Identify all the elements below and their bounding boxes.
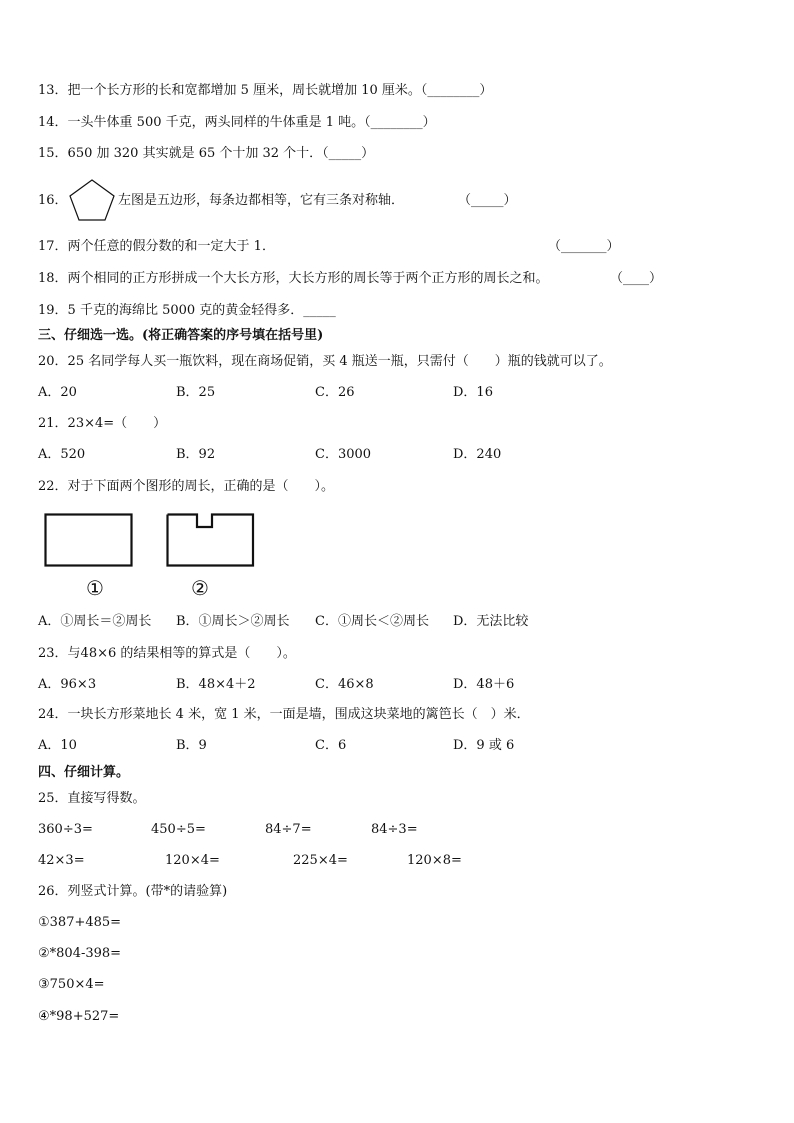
question-23: 23．与48×6 的结果相等的算式是（ ）。 <box>38 646 296 661</box>
q23-option-c: C．46×8 <box>315 677 374 692</box>
q22-option-d: D．无法比较 <box>453 614 529 629</box>
pentagon-figure <box>67 178 117 222</box>
q26-item-4: ④*98+527= <box>38 1009 120 1024</box>
question-19: 19．5 千克的海绵比 5000 克的黄金轻得多．_____ <box>38 303 336 318</box>
question-18-text: 18．两个相同的正方形拼成一个大长方形，大长方形的周长等于两个正方形的周长之和。 <box>38 271 549 286</box>
q24-option-c: C．6 <box>315 738 347 753</box>
question-25: 25．直接写得数。 <box>38 791 146 806</box>
question-16-text: 左图是五边形，每条边都相等，它有三条对称轴． <box>118 193 405 208</box>
q22-option-b: B．①周长＞②周长 <box>176 614 290 629</box>
question-26: 26．列竖式计算。(带*的请验算) <box>38 884 228 899</box>
q25-r1-c4: 84÷3= <box>371 822 418 837</box>
question-17-blank: （_______） <box>548 239 620 254</box>
q21-option-c: C．3000 <box>315 447 372 462</box>
question-21: 21．23×4=（ ） <box>38 416 167 431</box>
q21-option-d: D．240 <box>453 447 502 462</box>
question-16-number: 16． <box>38 193 68 208</box>
q20-option-b: B．25 <box>176 385 216 400</box>
figure-2-label: ② <box>191 576 209 600</box>
q25-r2-c4: 120×8= <box>407 853 462 868</box>
question-24: 24．一块长方形菜地长 4 米，宽 1 米，一面是墙，围成这块菜地的篱笆长（ ）米． <box>38 707 530 722</box>
figure-1-label: ① <box>86 576 104 600</box>
q25-r1-c3: 84÷7= <box>265 822 312 837</box>
q22-option-c: C．①周长＜②周长 <box>315 614 429 629</box>
q26-item-3: ③750×4= <box>38 977 105 992</box>
q25-r2-c1: 42×3= <box>38 853 85 868</box>
q23-option-d: D．48＋6 <box>453 677 515 692</box>
q21-option-a: A．520 <box>38 447 86 462</box>
question-16-blank: （_____） <box>458 193 517 208</box>
q25-r2-c3: 225×4= <box>293 853 348 868</box>
q24-option-a: A．10 <box>38 738 77 753</box>
figure-1-rectangle <box>44 513 134 569</box>
question-13: 13．把一个长方形的长和宽都增加 5 厘米，周长就增加 10 厘米。（________） <box>38 83 493 98</box>
q23-option-a: A．96×3 <box>38 677 97 692</box>
q20-option-a: A．20 <box>38 385 77 400</box>
question-15: 15．650 加 320 其实就是 65 个十加 32 个十．（_____） <box>38 146 375 161</box>
question-22: 22．对于下面两个图形的周长，正确的是（ ）。 <box>38 479 335 494</box>
q23-option-b: B．48×4＋2 <box>176 677 256 692</box>
q24-option-b: B．9 <box>176 738 207 753</box>
question-17-text: 17．两个任意的假分数的和一定大于 1． <box>38 239 275 254</box>
q25-r1-c2: 450÷5= <box>151 822 206 837</box>
section-3-heading: 三、仔细选一选。(将正确答案的序号填在括号里) <box>38 328 324 343</box>
question-20: 20．25 名同学每人买一瓶饮料，现在商场促销，买 4 瓶送一瓶，只需付（ ）瓶的钱就可以了。 <box>38 354 612 369</box>
q25-r2-c2: 120×4= <box>165 853 220 868</box>
question-18-blank: （____） <box>610 271 663 286</box>
q20-option-c: C．26 <box>315 385 355 400</box>
figure-2-notched-rectangle <box>166 513 258 569</box>
q21-option-b: B．92 <box>176 447 216 462</box>
q24-option-d: D．9 或 6 <box>453 738 515 753</box>
section-4-heading: 四、仔细计算。 <box>38 765 130 780</box>
q26-item-2: ②*804-398= <box>38 946 122 961</box>
q25-r1-c1: 360÷3= <box>38 822 93 837</box>
q22-option-a: A．①周长＝②周长 <box>38 614 152 629</box>
q26-item-1: ①387+485= <box>38 915 122 930</box>
question-14: 14．一头牛体重 500 千克，两头同样的牛体重是 1 吨。（________） <box>38 115 436 130</box>
q20-option-d: D．16 <box>453 385 493 400</box>
